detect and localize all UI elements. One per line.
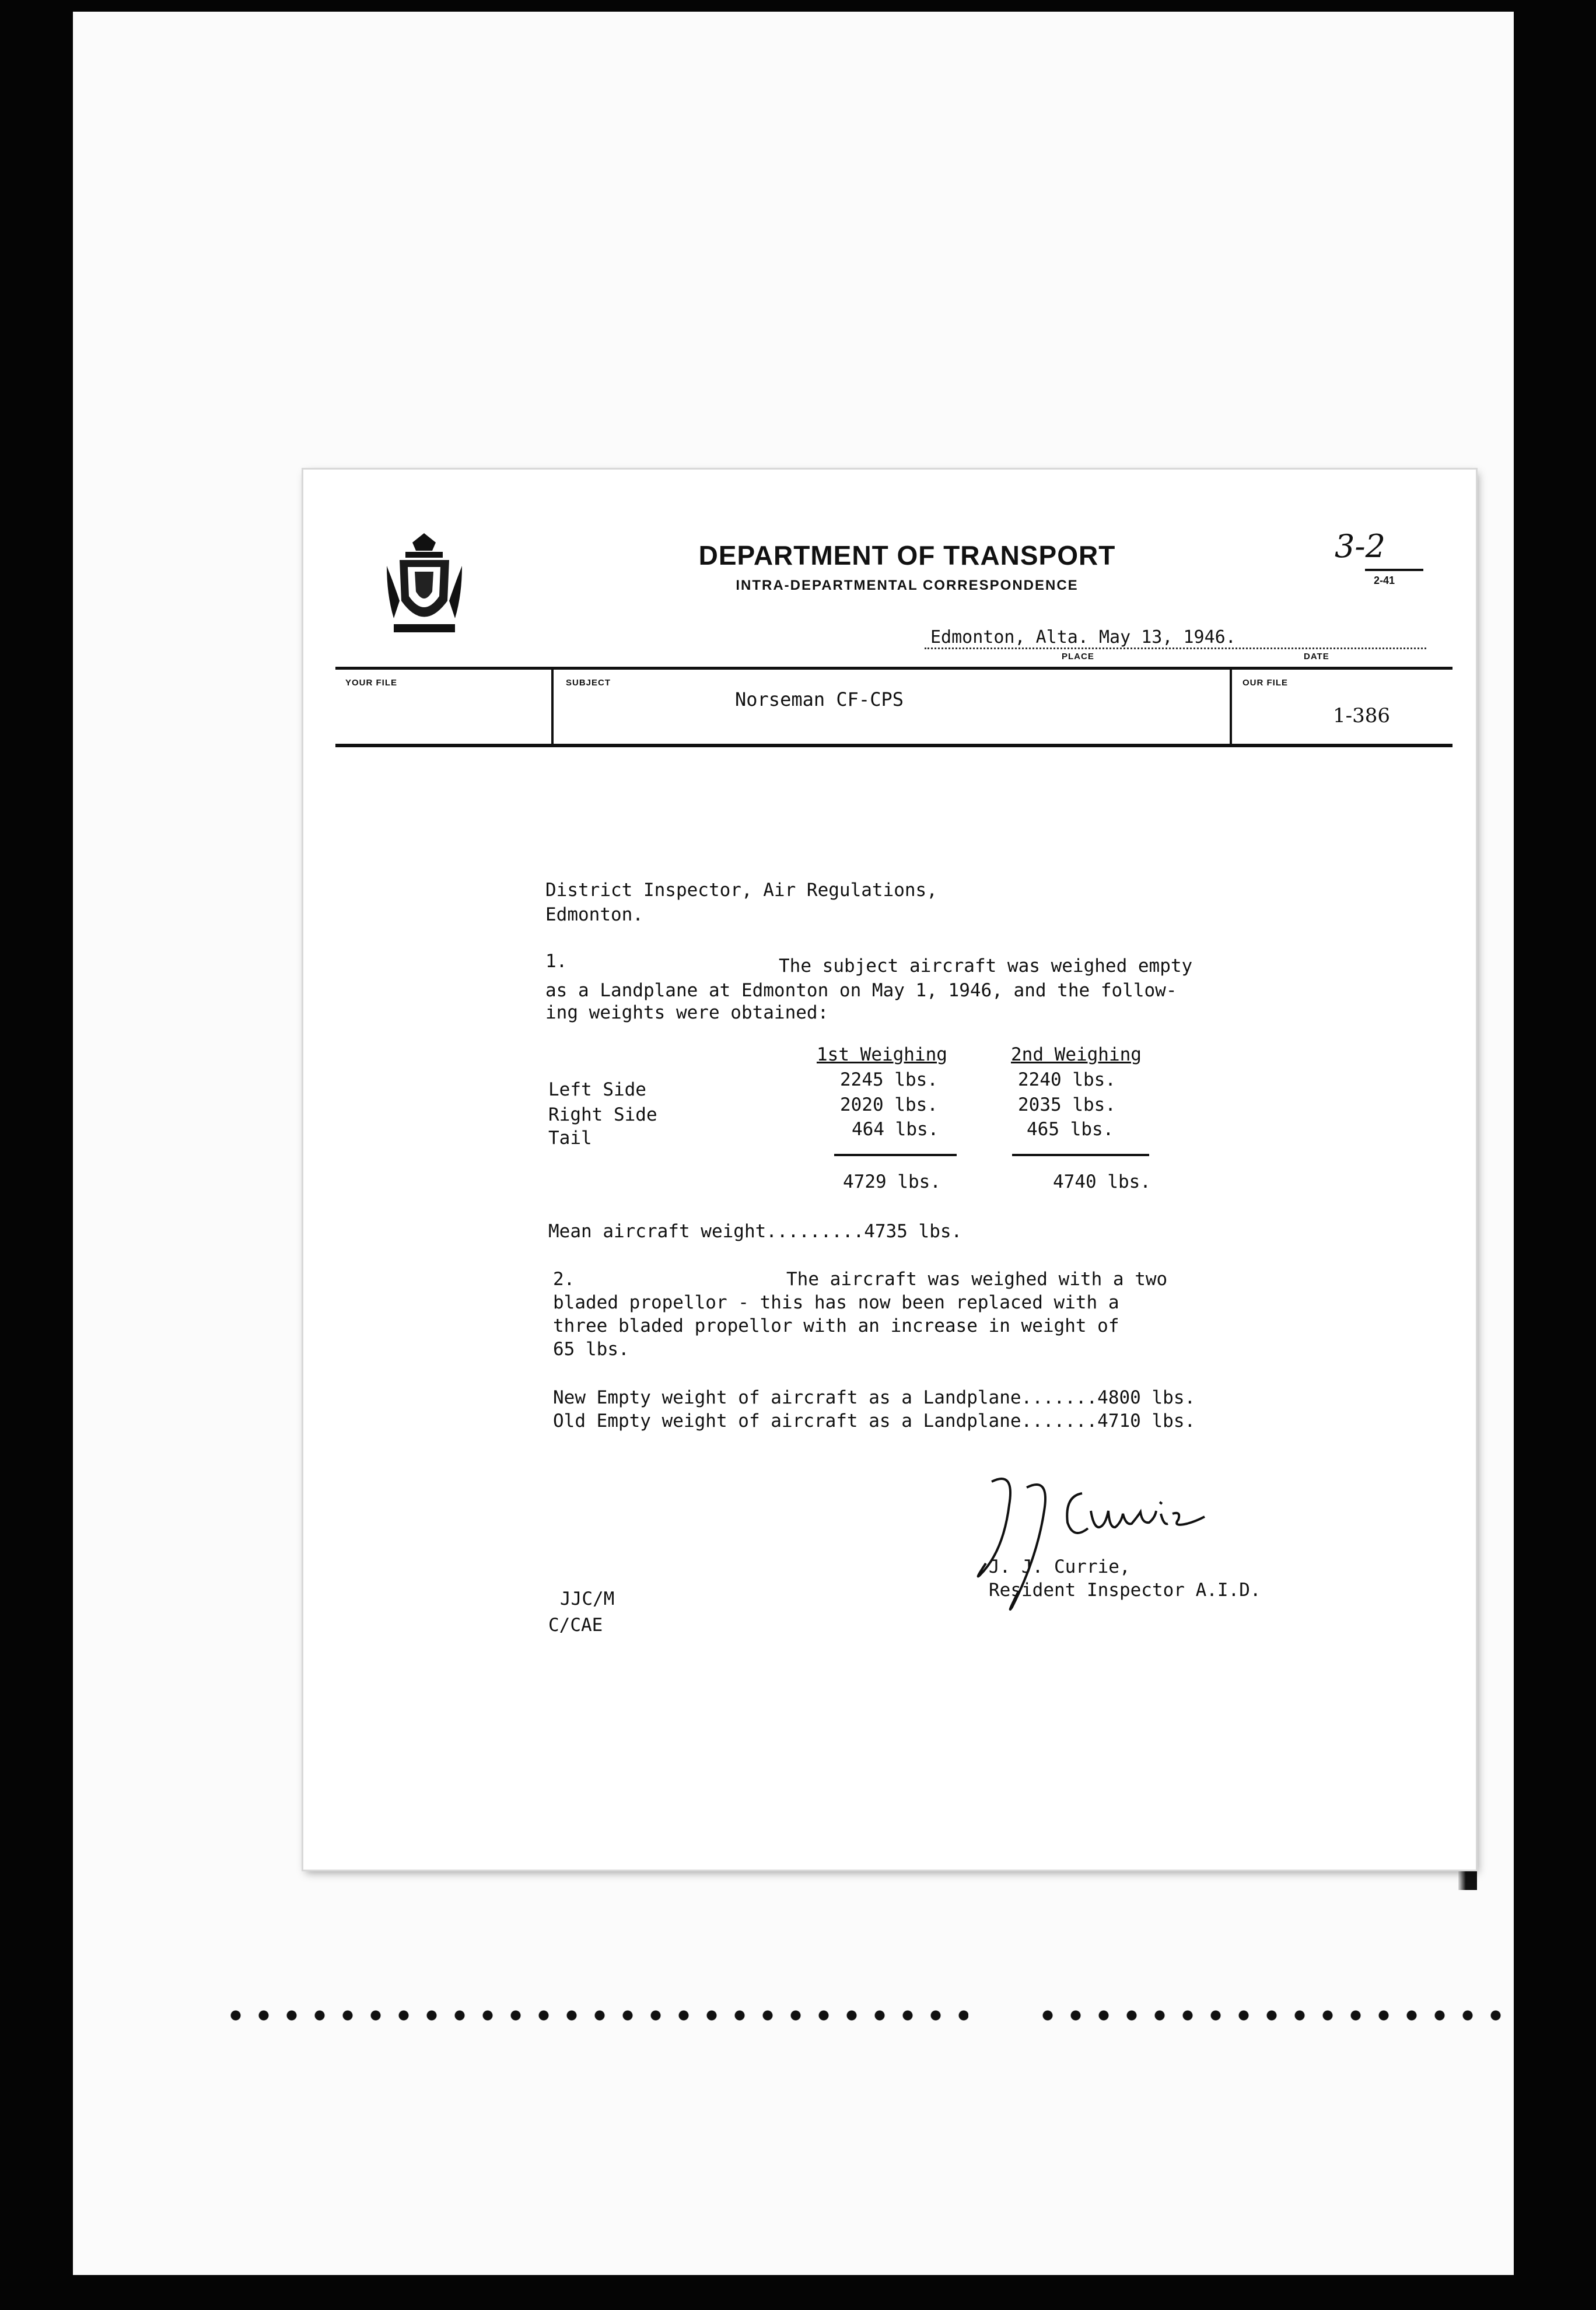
- signatory-name: J. J. Currie,: [989, 1556, 1130, 1577]
- col-2nd-weighing-header: 2nd Weighing: [1011, 1044, 1142, 1065]
- page-mark-rule: [1365, 569, 1423, 571]
- row-right-side-second: 2035 lbs.: [1018, 1094, 1116, 1115]
- date-label: DATE: [1304, 652, 1329, 662]
- signatory-title: Resident Inspector A.I.D.: [989, 1580, 1261, 1601]
- place-date-dotted-line: [925, 648, 1426, 649]
- film-sprocket-dots: [222, 2007, 1505, 2024]
- your-file-label: YOUR FILE: [345, 678, 398, 688]
- para2-line-3: three bladed propellor with an increase in weight of: [553, 1315, 1119, 1336]
- old-empty-weight: Old Empty weight of aircraft as a Landplane.......4710 lbs.: [553, 1410, 1196, 1432]
- department-title: DEPARTMENT OF TRANSPORT: [698, 540, 1116, 570]
- row-tail-first: 464 lbs.: [852, 1119, 939, 1140]
- our-file-value: 1-386: [1333, 704, 1391, 727]
- addressee-line-2: Edmonton.: [545, 904, 643, 925]
- para2-number: 2.: [553, 1269, 575, 1290]
- row-right-side-first: 2020 lbs.: [840, 1094, 938, 1115]
- header-top-rule: [335, 667, 1452, 670]
- memo-sheet: [303, 470, 1476, 1870]
- our-file-label: OUR FILE: [1242, 678, 1288, 688]
- first-total: 4729 lbs.: [843, 1171, 941, 1192]
- department-subtitle: INTRA-DEPARTMENTAL CORRESPONDENCE: [736, 578, 1079, 593]
- place-label: PLACE: [1062, 652, 1094, 662]
- addressee-line-1: District Inspector, Air Regulations,: [545, 880, 937, 901]
- col-1st-weighing-header: 1st Weighing: [817, 1044, 947, 1065]
- place-date: Edmonton, Alta. May 13, 1946.: [930, 627, 1236, 648]
- reference-initials: JJC/M: [560, 1588, 615, 1609]
- first-total-rule: [834, 1154, 957, 1156]
- para1-number: 1.: [545, 951, 568, 972]
- row-tail-second: 465 lbs.: [1027, 1119, 1114, 1140]
- row-left-side-first: 2245 lbs.: [840, 1069, 938, 1090]
- para1-line-1: The subject aircraft was weighed empty: [779, 956, 1193, 977]
- second-total-rule: [1012, 1154, 1149, 1156]
- sprocket-gap: [968, 2001, 1032, 2030]
- row-left-side-second: 2240 lbs.: [1018, 1069, 1116, 1090]
- row-right-side-label: Right Side: [548, 1104, 657, 1125]
- second-total: 4740 lbs.: [1053, 1171, 1151, 1192]
- para1-line-3: ing weights were obtained:: [545, 1002, 829, 1023]
- header-bottom-rule: [335, 744, 1452, 747]
- row-left-side-label: Left Side: [548, 1079, 646, 1100]
- para1-line-2: as a Landplane at Edmonton on May 1, 1946, and the follow-: [545, 980, 1177, 1001]
- header-divider-1: [551, 667, 554, 747]
- para2-line-4: 65 lbs.: [553, 1339, 629, 1360]
- form-number: 2-41: [1374, 575, 1395, 586]
- row-tail-label: Tail: [548, 1128, 592, 1149]
- para2-line-2: bladed propellor - this has now been replaced with a: [553, 1292, 1119, 1313]
- page-mark: 3-2: [1335, 528, 1385, 565]
- header-divider-2: [1230, 667, 1232, 747]
- reference-copy: C/CAE: [548, 1615, 603, 1636]
- subject-value: Norseman CF-CPS: [735, 688, 904, 710]
- para2-line-1: The aircraft was weighed with a two: [786, 1269, 1168, 1290]
- new-empty-weight: New Empty weight of aircraft as a Landplane.......4800 lbs.: [553, 1387, 1196, 1408]
- subject-label: SUBJECT: [566, 678, 611, 688]
- mean-aircraft-weight: Mean aircraft weight.........4735 lbs.: [548, 1221, 963, 1242]
